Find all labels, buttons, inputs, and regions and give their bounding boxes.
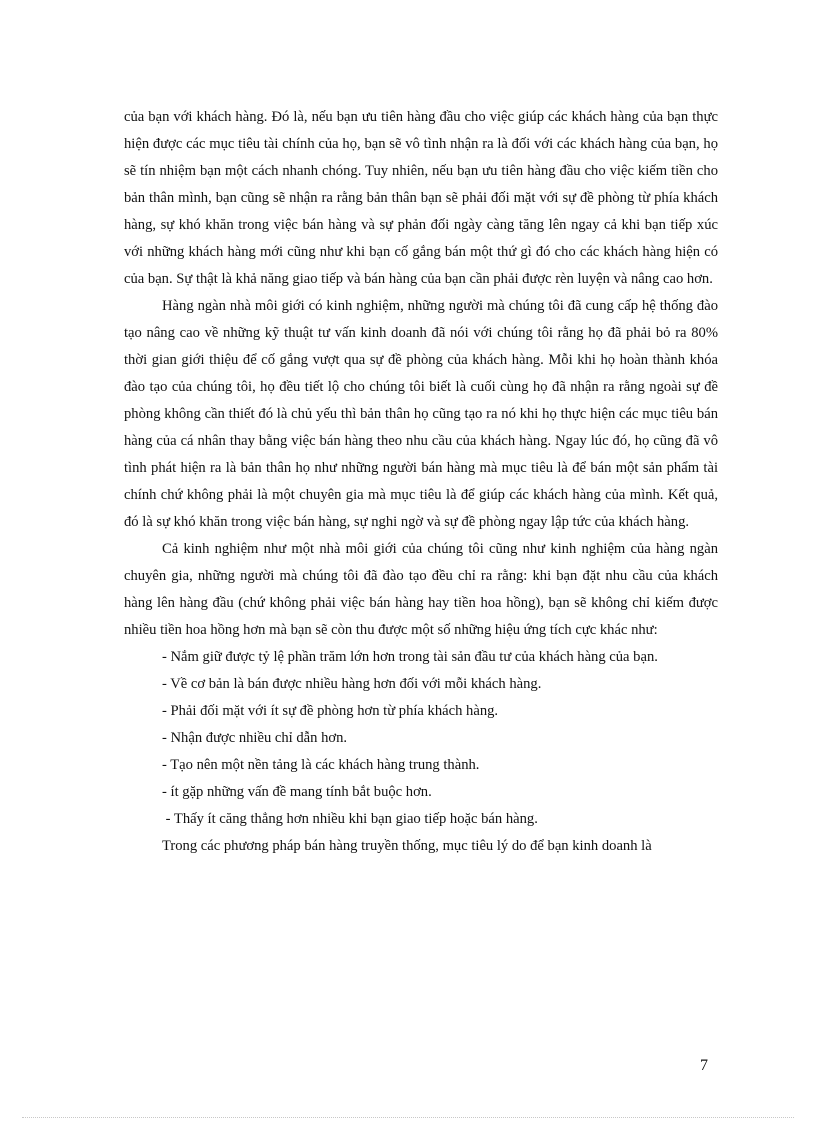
paragraph-benefits-intro: Cả kinh nghiệm như một nhà môi giới của chúng tôi cũng như kinh nghiệm của hàng ngàn chuyên gia, những người mà chúng tôi đã đào tạo đều chỉ ra rằng: khi bạn đặt nhu cầu của khách hàng lên hàng đầu (chứ không phải việc bán hàng hay tiền hoa hồng), bạn sẽ không chỉ kiếm được nhiều tiền hoa hồng hơn mà bạn sẽ còn thu được một số những hiệu ứng tích cực khác như: [124, 541, 718, 638]
bullet-item: - Tạo nên một nền tảng là các khách hàng trung thành. [162, 757, 480, 773]
paragraph-brokers-experience: Hàng ngàn nhà môi giới có kinh nghiệm, những người mà chúng tôi đã cung cấp hệ thống đào tạo nâng cao về những kỹ thuật tư vấn kinh doanh đã nói với chúng tôi rằng họ đã phải bỏ ra 80% thời gian giới thiệu để cố gắng vượt qua sự đề phòng của khách hàng. Mỗi khi họ hoàn thành khóa đào tạo của chúng tôi, họ đều tiết lộ cho chúng tôi biết là cuối cùng họ đã nhận ra rằng ngoài sự đề phòng không cần thiết đó là chủ yếu thì bản thân họ cũng tạo ra nó khi họ thực hiện các mục tiêu bán hàng của cá nhân thay bằng việc bán hàng theo nhu cầu của khách hàng. Ngay lúc đó, họ cũng đã vô tình phát hiện ra là bản thân họ như những người bán hàng mà mục tiêu là để bán một sản phẩm tài chính chứ không phải là một chuyên gia mà mục tiêu là để giúp các khách hàng của mình. Kết quả, đó là sự khó khăn trong việc bán hàng, sự nghi ngờ và sự đề phòng ngay lập tức của khách hàng. [124, 298, 718, 530]
document-body [124, 104, 718, 860]
footer-divider [22, 1117, 794, 1118]
bullet-item: - Về cơ bản là bán được nhiều hàng hơn đối với mỗi khách hàng. [162, 676, 542, 692]
paragraph-closing: Trong các phương pháp bán hàng truyền thống, mục tiêu lý do để bạn kinh doanh là [162, 838, 652, 854]
bullet-item: - ít gặp những vấn đề mang tính bắt buộc hơn. [162, 784, 432, 800]
paragraph-continuation: của bạn với khách hàng. Đó là, nếu bạn ưu tiên hàng đầu cho việc giúp các khách hàng của bạn thực hiện được các mục tiêu tài chính của họ, bạn sẽ vô tình nhận ra là đối với các khách hàng của bạn, họ sẽ tín nhiệm bạn một cách nhanh chóng. Tuy nhiên, nếu bạn ưu tiên hàng đầu cho việc kiếm tiền cho bản thân mình, bạn cũng sẽ nhận ra rằng bản thân bạn sẽ phải đối mặt với sự đề phòng từ phía khách hàng, sự khó khăn trong việc bán hàng và sự phản đối ngày càng tăng lên ngay cả khi bạn tiếp xúc với những khách hàng mới cũng như khi bạn cố gắng bán một thứ gì đó cho các khách hàng hiện có của bạn. Sự thật là khả năng giao tiếp và bán hàng của bạn cần phải được rèn luyện và nâng cao hơn. [124, 109, 718, 287]
bullet-item: - Phải đối mặt với ít sự đề phòng hơn từ phía khách hàng. [162, 703, 499, 719]
bullet-item: - Nhận được nhiều chỉ dẫn hơn. [162, 730, 348, 746]
bullet-item: - Thấy ít căng thẳng hơn nhiều khi bạn giao tiếp hoặc bán hàng. [162, 811, 538, 827]
bullet-item: - Nắm giữ được tỷ lệ phần trăm lớn hơn trong tài sản đầu tư của khách hàng của bạn. [162, 649, 658, 665]
page-number: 7 [700, 1057, 708, 1074]
